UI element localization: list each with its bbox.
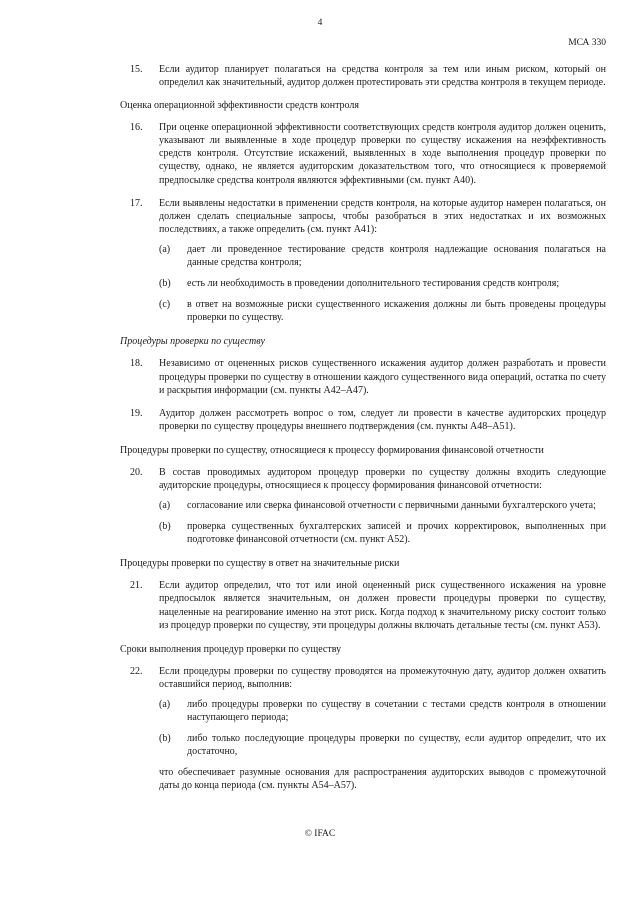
- subitem-text: согласование или сверка финансовой отчетности с первичными данными бухгалтерского учета;: [187, 500, 596, 512]
- subitem-20b: [108, 520, 606, 546]
- subitem-text: либо процедуры проверки по существу в сочетании с тестами средств контроля в отношении наступающего периода;: [187, 698, 606, 723]
- paragraph-text: При оценке операционной эффективности соответствующих средств контроля аудитор должен оценить, указывают ли выявленные в ходе процедур проверки по существу искажения на неэффективность средств контроля. Отсутствие искажений, выявленных в ходе выполнения процедур проверки по существу, однако, не является аудиторским доказательством того, что относящиеся к проверяемой предпосылке средства контроля являются эффективными (см. пункт А40).: [159, 122, 606, 186]
- paragraph-19: [108, 407, 606, 433]
- paragraph-text: Аудитор должен рассмотреть вопрос о том, следует ли провести в качестве аудиторских процедур проверки по существу процедуры внешнего подтверждения (см. пункты А48–А51).: [159, 407, 606, 432]
- paragraph-22: [108, 665, 606, 691]
- subitem-text: либо только последующие процедуры проверки по существу, если аудитор определит, что их достаточно,: [187, 733, 606, 758]
- paragraph-number: 15.: [130, 64, 143, 75]
- paragraph-18: [108, 357, 606, 396]
- paragraph-22-conclusion: что обеспечивает разумные основания для распространения аудиторских выводов с промежуточной даты до конца периода (см. пункты А54–А57).: [159, 767, 606, 792]
- paragraph-16: [108, 121, 606, 186]
- subitem-label: (b): [159, 521, 171, 533]
- paragraph-number: 20.: [130, 466, 143, 478]
- paragraph-text: В состав проводимых аудитором процедур проверки по существу должны входить следующие аудиторские процедуры, относящиеся к процессу формирования финансовой отчетности:: [159, 466, 606, 491]
- paragraph-20: [108, 466, 606, 492]
- paragraph-number: 21.: [130, 580, 143, 592]
- paragraph-text: Если процедуры проверки по существу проводятся на промежуточную дату, аудитор должен охватить оставшийся период, выполнив:: [159, 665, 606, 690]
- paragraph-15: [108, 63, 606, 89]
- subitem-22b: [108, 732, 606, 758]
- subitem-label: (a): [159, 243, 171, 255]
- subitem-label: (b): [159, 733, 171, 745]
- section-heading-financial-reporting-process: Процедуры проверки по существу, относящиеся к процессу формирования финансовой отчетности: [120, 444, 544, 456]
- section-heading-timing: Сроки выполнения процедур проверки по существу: [120, 643, 342, 655]
- subitem-text: есть ли необходимость в проведении дополнительного тестирования средств контроля;: [187, 278, 560, 290]
- section-heading-operational-effectiveness: Оценка операционной эффективности средств контроля: [120, 100, 360, 112]
- paragraph-text: Если аудитор определил, что тот или иной оцененный риск существенного искажения на уровне предпосылок является значительным, он должен провести процедуры проверки по существу, нацеленные на реагирование именно на этот риск. Когда подход к значительному риску состоит только из процедур проверки по существу, эти процедуры должны включать детальные тесты (см. пункт А53).: [159, 580, 606, 631]
- subitem-text: дает ли проведенное тестирование средств контроля надлежащие основания полагаться на данные средства контроля;: [187, 243, 606, 269]
- document-code: МСА 330: [568, 38, 606, 48]
- paragraph-number: 22.: [130, 665, 143, 677]
- section-heading-significant-risks: Процедуры проверки по существу в ответ на значительные риски: [120, 558, 400, 570]
- paragraph-number: 19.: [130, 407, 143, 419]
- subitem-label: (a): [159, 500, 171, 512]
- paragraph-number: 18.: [130, 358, 143, 370]
- copyright-footer: © IFAC: [304, 829, 336, 839]
- paragraph-number: 16.: [130, 122, 143, 134]
- paragraph-text: Независимо от оцененных рисков существенного искажения аудитор должен разработать и провести процедуры проверки по существу в отношении каждого существенного вида операций, остатка по счету и раскрытия информации (см. пункты А42–А47).: [159, 358, 606, 396]
- document-body: [108, 63, 606, 792]
- paragraph-21: [108, 579, 606, 631]
- subitem-label: (c): [159, 299, 171, 311]
- subitem-text: в ответ на возможные риски существенного искажения должны ли быть проведены процедуры проверки по существу.: [187, 299, 606, 324]
- subitem-17b: [108, 277, 606, 290]
- paragraph-17: [108, 197, 606, 236]
- subitem-label: (a): [159, 698, 171, 710]
- subitem-22a: [108, 698, 606, 724]
- subitem-17a: [108, 243, 606, 269]
- paragraph-number: 17.: [130, 197, 143, 209]
- subitem-text: проверка существенных бухгалтерских записей и прочих корректировок, выполненных при подготовке финансовой отчетности (см. пункт А52).: [187, 521, 606, 546]
- paragraph-text: Если аудитор планирует полагаться на средства контроля за тем или иным риском, который он определил как значительный, аудитор должен протестировать эти средства контроля в текущем периоде.: [159, 64, 606, 89]
- section-heading-substantive-procedures: Процедуры проверки по существу: [120, 336, 265, 348]
- subitem-20a: [108, 499, 606, 512]
- paragraph-text: Если выявлены недостатки в применении средств контроля, на которые аудитор намерен полагаться, он должен сделать специальные запросы, чтобы разобраться в этих недостатках и их возможных последствиях, а также определить (см. пункт А41):: [159, 197, 606, 235]
- subitem-label: (b): [159, 278, 171, 290]
- subitem-17c: [108, 298, 606, 324]
- page-number: 4: [317, 18, 323, 28]
